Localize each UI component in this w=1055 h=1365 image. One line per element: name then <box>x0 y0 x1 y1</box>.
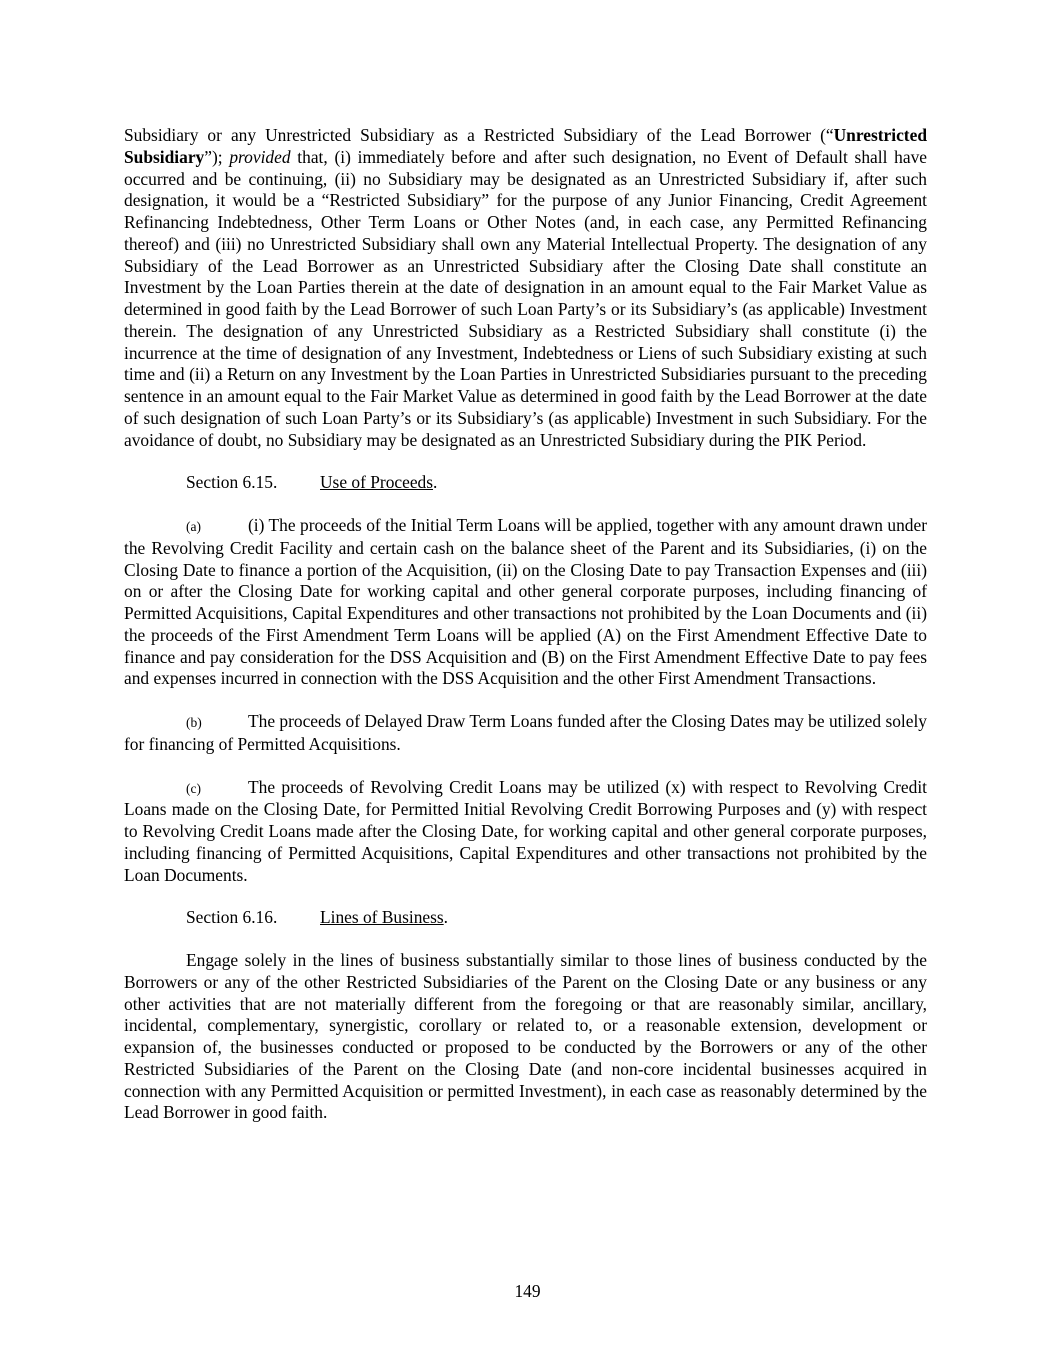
intro-text-part2: ”); <box>204 146 230 167</box>
clause-a <box>124 515 927 690</box>
section-615-period: . <box>433 472 438 493</box>
document-page <box>124 125 927 1124</box>
intro-text-part1: Subsidiary or any Unrestricted Subsidiary as a Restricted Subsidiary of the Lead Borrower (“ <box>124 125 834 145</box>
page-number: 149 <box>514 1281 541 1301</box>
section-616-body: Engage solely in the lines of business substantially similar to those lines of business conducted by the Borrowers or any of the other Restricted Subsidiaries of the Parent on the Closing Date or any business or any other activities that are not materially different from the foregoing or that are reasonably similar, ancillary, incidental, complementary, synergistic, corollary or related to, or a reasonable extension, development or expansion of, the businesses conducted or proposed to be conducted by the Borrowers or any of the other Restricted Subsidiaries of the Parent on the Closing Date (and non-core incidental businesses acquired in connection with any Permitted Acquisition or permitted Investment), in each case as reasonably determined by the Lead Borrower in good faith. <box>124 950 927 1123</box>
clause-b-text: The proceeds of Delayed Draw Term Loans funded after the Closing Dates may be utilized solely for financing of Permitted Acquisitions. <box>124 711 927 754</box>
designation-paragraph <box>124 125 927 451</box>
intro-text-part3: that, (i) immediately before and after such designation, no Event of Default shall have occurred and be continuing, (ii) no Subsidiary may be designated as an Unrestricted Subsidiary if, after such designation, it would be a “Restricted Subsidiary” for the purpose of any Junior Financing, Credit Agreement Refinancing Indebtedness, Other Term Loans or Other Notes (and, in each case, any Permitted Refinancing thereof) and (iii) no Unrestricted Subsidiary shall own any Material Intellectual Property. The designation of any Subsidiary of the Lead Borrower as an Unrestricted Subsidiary after the Closing Date shall constitute an Investment by the Loan Parties therein at the date of designation in an amount equal to the Fair Market Value as determined in good faith by the Lead Borrower of such Loan Party’s or its Subsidiary’s (as applicable) Investment therein. The designation of any Unrestricted Subsidiary as a Restricted Subsidiary shall constitute (i) the incurrence at the time of designation of any Investment, Indebtedness or Liens of such Subsidiary existing at such time and (ii) a Return on any Investment by the Loan Parties in Unrestricted Subsidiaries pursuant to the preceding sentence in an amount equal to the Fair Market Value as determined in good faith by the Lead Borrower at the date of such designation of such Loan Party’s or its Subsidiary’s (as applicable) Investment in such Subsidiary. For the avoidance of doubt, no Subsidiary may be designated as an Unrestricted Subsidiary during the PIK Period. <box>124 146 927 450</box>
clause-b <box>124 711 927 756</box>
section-615-number: Section 6.15. <box>186 472 278 493</box>
clause-b-label: (b) <box>186 715 202 730</box>
section-615-heading <box>124 472 927 494</box>
clause-c-label: (c) <box>186 780 201 796</box>
clause-a-text: (i) The proceeds of the Initial Term Loans will be applied, together with any amount drawn under the Revolving Credit Facility and certain cash on the balance sheet of the Parent and its Subsidiaries, (i) on the Closing Date to finance a portion of the Acquisition, (ii) on the Closing Date to pay Transaction Expenses and (iii) on or after the Closing Date for working capital and other general corporate purposes, including financing of Permitted Acquisitions, Capital Expenditures and other transactions not prohibited by the Loan Documents and (ii) the proceeds of the First Amendment Term Loans will be applied (A) on the First Amendment Effective Date to finance and pay consideration for the DSS Acquisition and (B) on the First Amendment Effective Date to pay fees and expenses incurred in connection with the DSS Acquisition and the other First Amendment Transactions. <box>124 515 927 689</box>
clause-c-text: The proceeds of Revolving Credit Loans may be utilized (x) with respect to Revolving Credit Loans made on the Closing Date, for Permitted Initial Revolving Credit Borrowing Purposes and (y) with respect to Revolving Credit Loans made after the Closing Date, for working capital and other general corporate purposes, including financing of Permitted Acquisitions, Capital Expenditures and other transactions not prohibited by the Loan Documents. <box>124 776 927 885</box>
section-616-heading <box>124 907 927 929</box>
defined-term: Unrestricted Subsidiary <box>124 125 927 167</box>
section-615-title: Use of Proceeds <box>320 472 434 493</box>
provided-term: provided <box>229 146 291 167</box>
section-616-title: Lines of Business <box>320 907 444 928</box>
clause-c <box>124 777 927 887</box>
clause-a-label: (a) <box>186 519 201 534</box>
section-616-number: Section 6.16. <box>186 907 278 928</box>
section-616-period: . <box>443 907 449 928</box>
